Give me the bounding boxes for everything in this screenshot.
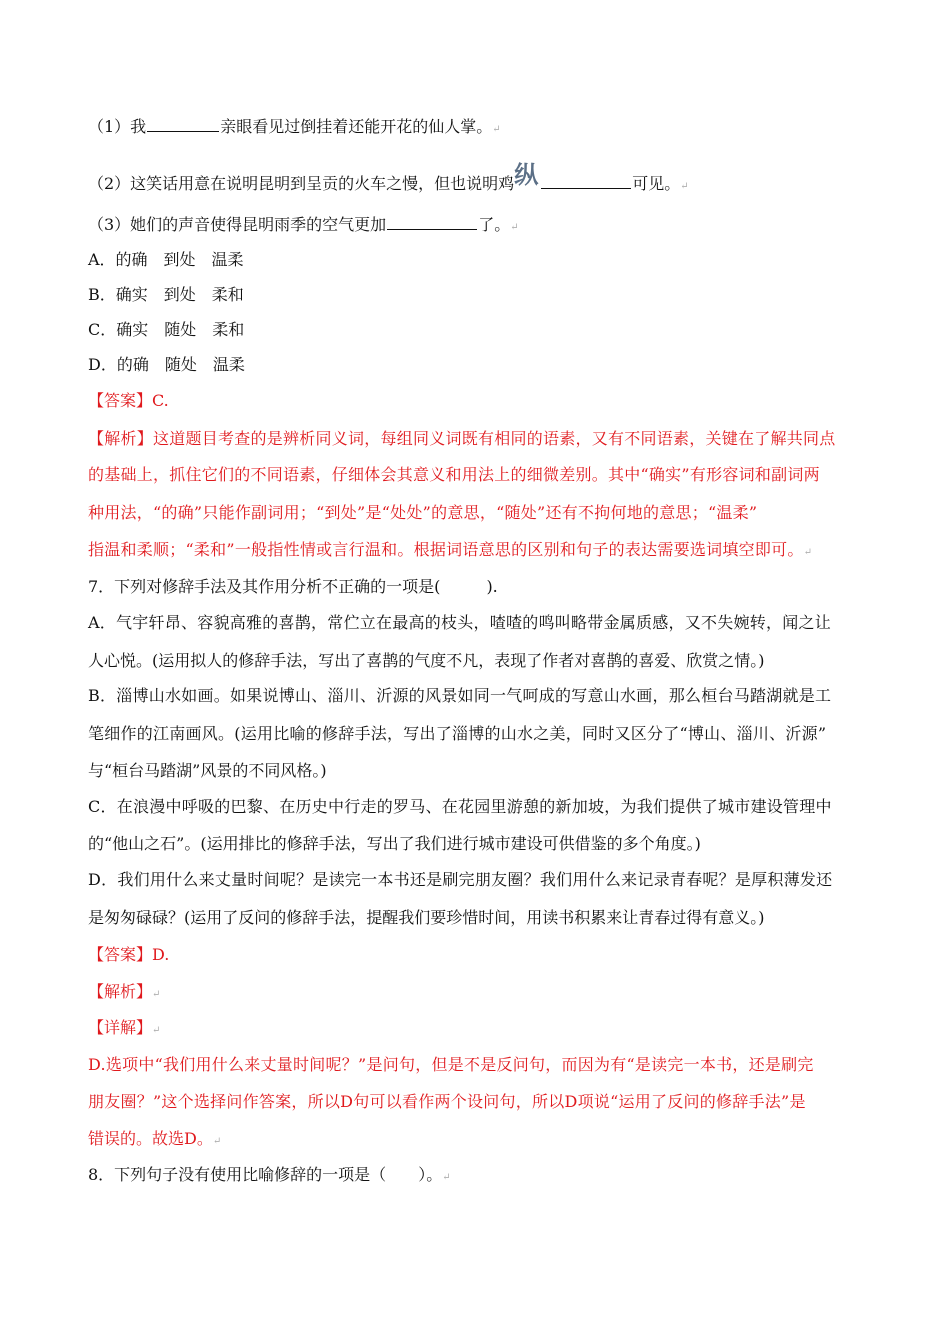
answer-blank — [541, 173, 631, 189]
q7-stem: 7．下列对修辞手法及其作用分析不正确的一项是( ). — [88, 577, 498, 596]
handwritten-char-image: 纵 — [514, 161, 537, 189]
answer-blank — [147, 116, 219, 132]
q7-option-b-line-2: 笔细作的江南画风。(运用比喻的修辞手法，写出了淄博的山水之美，同时又区分了“博山、淄川、沂源” — [88, 724, 827, 743]
q7-detail-line-2: 朋友圈？”这个选择问作答案，所以D句可以看作两个设问句，所以D项说“运用了反问的修辞手法”是 — [88, 1092, 806, 1111]
q6-option-a: A．的确 到处 温柔 — [88, 250, 244, 269]
q6-sub-3: （3）她们的声音使得昆明雨季的空气更加 了。↵ — [88, 215, 519, 234]
q6-analysis-line-3: 种用法，“的确”只能作副词用；“到处”是“处处”的意思，“随处”还有不拘何地的意思；“温柔” — [88, 503, 758, 522]
q6-analysis-line-2: 的基础上，抓住它们的不同语素，仔细体会其意义和用法上的细微差别。其中“确实”有形容词和副词两 — [88, 465, 820, 484]
q7-analysis-label: 【解析】↵ — [88, 982, 161, 1001]
q8-stem: 8．下列句子没有使用比喻修辞的一项是（ ）。↵ — [88, 1165, 451, 1184]
q6-option-d: D．的确 随处 温柔 — [88, 355, 245, 374]
q6-option-c: C．确实 随处 柔和 — [88, 320, 245, 339]
q6-sub-1: （1）我 亲眼看见过倒挂着还能开花的仙人掌。↵ — [88, 117, 501, 136]
q6-answer: 【答案】C. — [88, 391, 169, 410]
q7-detail-line-1: D.选项中“我们用什么来丈量时间呢？”是问句，但是不是反问句，而因为有“是读完一本书，还是刷完 — [88, 1055, 814, 1074]
q7-option-c-line-1: C．在浪漫中呼吸的巴黎、在历史中行走的罗马、在花园里游憩的新加坡，为我们提供了城市建设管理中 — [88, 797, 832, 816]
q7-detail-line-3: 错误的。故选D。↵ — [88, 1129, 222, 1148]
q7-option-a-line-2: 人心悦。(运用拟人的修辞手法，写出了喜鹊的气度不凡，表现了作者对喜鹊的喜爱、欣赏之情。) — [88, 651, 765, 670]
q6-analysis-line-1: 【解析】这道题目考查的是辨析同义词，每组同义词既有相同的语素，又有不同语素，关键在了解共同点 — [88, 429, 836, 448]
answer-blank — [387, 214, 477, 230]
q6-analysis-line-4: 指温和柔顺；“柔和”一般指性情或言行温和。根据词语意思的区别和句子的表达需要选词填空即可。↵ — [88, 540, 813, 559]
q7-option-c-line-2: 的“他山之石”。(运用排比的修辞手法，写出了我们进行城市建设可供借鉴的多个角度。) — [88, 834, 701, 853]
q7-option-b-line-3: 与“桓台马踏湖”风景的不同风格。) — [88, 761, 327, 780]
q7-option-d-line-2: 是匆匆碌碌？(运用了反问的修辞手法，提醒我们要珍惜时间，用读书积累来让青春过得有意义。) — [88, 908, 765, 927]
q7-option-d-line-1: D．我们用什么来丈量时间呢？是读完一本书还是刷完朋友圈？我们用什么来记录青春呢？是厚积薄发还 — [88, 870, 833, 889]
q7-detail-label: 【详解】↵ — [88, 1018, 161, 1037]
q6-option-b: B．确实 到处 柔和 — [88, 285, 244, 304]
q7-answer: 【答案】D. — [88, 945, 170, 964]
q7-option-a-line-1: A．气宇轩昂、容貌高雅的喜鹊，常伫立在最高的枝头，喳喳的鸣叫略带金属质感，又不失婉转，闻之让 — [88, 613, 832, 632]
q7-option-b-line-1: B．淄博山水如画。如果说博山、淄川、沂源的风景如同一气呵成的写意山水画，那么桓台马踏湖就是工 — [88, 686, 832, 705]
q6-sub-2: （2）这笑话用意在说明昆明到呈贡的火车之慢，但也说明鸡纵 可见。↵ — [88, 161, 689, 193]
